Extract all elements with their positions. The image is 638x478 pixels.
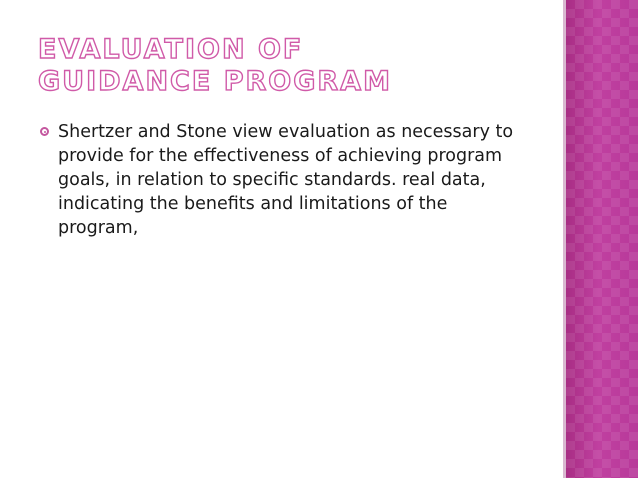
circle-bullet-icon [40,127,49,136]
slide-content [40,120,520,240]
decorative-side-band [566,0,638,478]
bullet-item [40,120,520,240]
slide-title: EVALUATION OF GUIDANCE PROGRAM [38,34,392,97]
bullet-text: Shertzer and Stone view evaluation as necessary to provide for the effectiveness of achieving program goals, in relation to specific standards. real data, indicating the benefits and limitations of the program, [58,122,514,238]
